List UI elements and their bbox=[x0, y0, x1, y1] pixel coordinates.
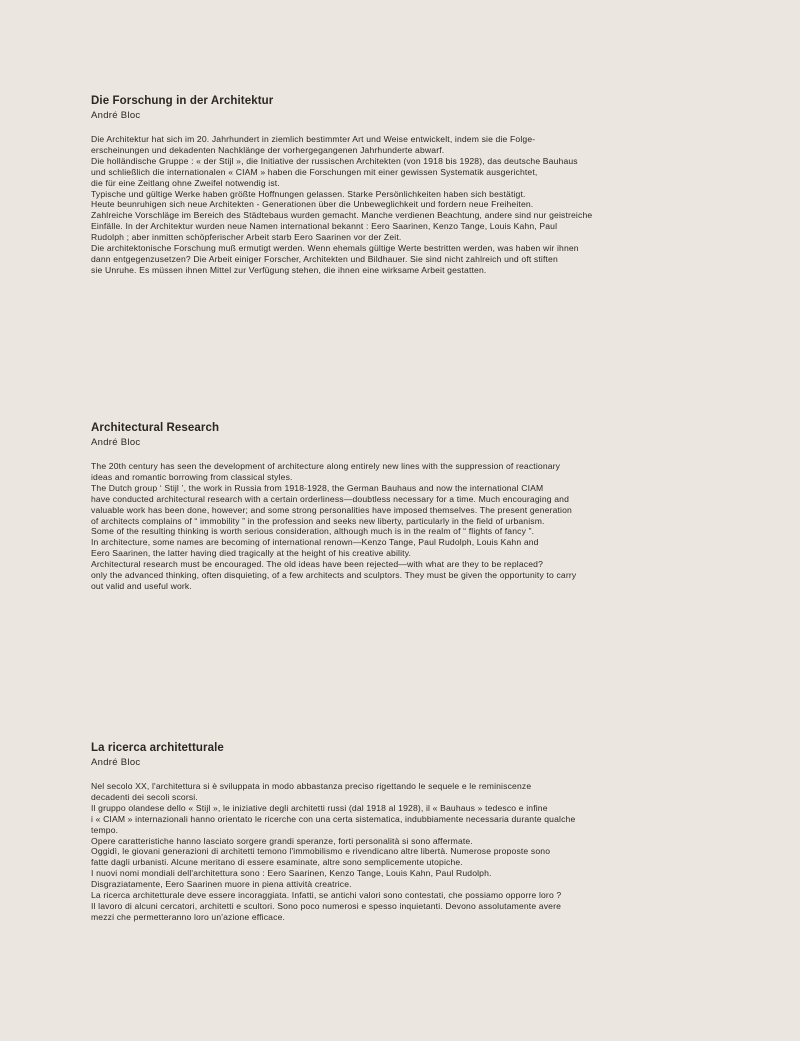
body-line: Il gruppo olandese dello « Stijl », le iniziative degli architetti russi (dal 1918 al 1928), il « Bauhaus » tedesco e infine bbox=[91, 802, 548, 813]
body-line: Heute beunruhigen sich neue Architekten - Generationen über die Unbeweglichkeit und fordern neue Freiheiten. bbox=[91, 199, 534, 210]
body-line: Rudolph ; aber inmitten schöpferischer Arbeit starb Eero Saarinen vor der Zeit. bbox=[91, 232, 402, 243]
section-body bbox=[91, 461, 731, 592]
body-line: Die holländische Gruppe : « der Stijl », die Initiative der russischen Architekten (von 1918 bis 1928), das deutsche Bauhaus bbox=[91, 155, 578, 166]
body-line: mezzi che permetteranno loro un'azione efficace. bbox=[91, 911, 286, 922]
section-italian bbox=[91, 741, 731, 923]
body-line: Il lavoro di alcuni cercatori, architetti e scultori. Sono poco numerosi e spesso inquietanti. Devono assolutamente avere bbox=[91, 900, 562, 911]
body-line: Opere caratteristiche hanno lasciato sorgere grandi speranze, forti personalità si sono affermate. bbox=[91, 835, 473, 846]
section-body bbox=[91, 781, 731, 923]
body-line: die für eine Zeitlang ohne Zweifel notwendig ist. bbox=[91, 177, 280, 188]
body-line: dann entgegenzusetzen? Die Arbeit einiger Forscher, Architekten und Bildhauer. Sie sind nicht zahlreich und oft stiften bbox=[91, 253, 558, 264]
body-line: decadenti dei secoli scorsi. bbox=[91, 791, 198, 802]
body-line: Einfälle. In der Architektur wurden neue Namen international bekannt : Eero Saarinen, Kenzo Tange, Louis Kahn, Paul bbox=[91, 221, 558, 232]
body-line: In architecture, some names are becoming of international renown—Kenzo Tange, Paul Rudolph, Louis Kahn and bbox=[91, 537, 539, 548]
body-line: only the advanced thinking, often disquieting, of a few architects and sculptors. They must be given the opportunity to carry bbox=[91, 570, 577, 581]
body-line: of architects complains of “ immobility ” in the profession and seeks new liberty, particularly in the field of urbanism. bbox=[91, 515, 545, 526]
body-line: The 20th century has seen the development of architecture along entirely new lines with the suppression of reactionary bbox=[91, 461, 561, 471]
section-title: Die Forschung in der Architektur bbox=[91, 95, 274, 107]
body-line: und schließlich die internationalen « CIAM » haben die Forschungen mit einer gewissen Systematik ausgerichtet, bbox=[91, 166, 538, 177]
body-line: Die architektonische Forschung muß ermutigt werden. Wenn ehemals gültige Werte bestritten werden, was haben wir ihnen bbox=[91, 243, 579, 254]
body-line: sie Unruhe. Es müssen ihnen Mittel zur Verfügung stehen, die ihnen eine wirksame Arbeit gestatten. bbox=[91, 264, 487, 275]
body-line: Die Architektur hat sich im 20. Jahrhundert in ziemlich bestimmter Art und Weise entwickelt, indem sie die Folge- bbox=[91, 134, 536, 144]
body-line: Some of the resulting thinking is worth serious consideration, although much is in the realm of “ flights of fancy ”. bbox=[91, 526, 535, 537]
section-author: André Bloc bbox=[91, 110, 141, 121]
body-line: Nel secolo XX, l'architettura si è sviluppata in modo abbastanza preciso rigettando le sequele e le reminiscenze bbox=[91, 781, 532, 791]
section-author: André Bloc bbox=[91, 437, 141, 448]
body-line: Oggidì, le giovani generazioni di architetti temono l'immobilismo e rivendicano altre libertà. Numerose proposte sono bbox=[91, 846, 551, 857]
body-line: i « CIAM » internazionali hanno orientato le ricerche con una certa sistematica, indubbiamente necessaria durante qualche bbox=[91, 813, 576, 824]
body-line: Zahlreiche Vorschläge im Bereich des Städtebaus wurden gemacht. Manche verdienen Beachtung, andere sind nur geistreiche bbox=[91, 210, 593, 221]
body-line: Eero Saarinen, the latter having died tragically at the height of his creative ability. bbox=[91, 548, 412, 559]
body-line: out valid and useful work. bbox=[91, 580, 192, 591]
body-line: Disgraziatamente, Eero Saarinen muore in piena attività creatrice. bbox=[91, 879, 352, 890]
body-line: valuable work has been done, however; and some strong personalities have imposed themselves. The present generation bbox=[91, 504, 572, 515]
section-author: André Bloc bbox=[91, 757, 141, 768]
body-line: erscheinungen und dekadenten Nachklänge der vorhergegangenen Jahrhunderte abwarf. bbox=[91, 144, 445, 155]
section-title: La ricerca architetturale bbox=[91, 742, 224, 754]
body-line: Architectural research must be encouraged. The old ideas have been rejected—with what are they to be replaced? bbox=[91, 559, 544, 570]
body-line: Typische und gültige Werke haben größte Hoffnungen gelassen. Starke Persönlichkeiten haben sich bestätigt. bbox=[91, 188, 526, 199]
body-line: ideas and romantic borrowing from classical styles. bbox=[91, 471, 293, 482]
body-line: La ricerca architetturale deve essere incoraggiata. Infatti, se antichi valori sono contestati, che possiamo opporre loro ? bbox=[91, 890, 562, 901]
body-line: fatte dagli urbanisti. Alcune meritano di essere esaminate, altre sono semplicemente utopiche. bbox=[91, 857, 463, 868]
body-line: The Dutch group ‘ Stijl ’, the work in Russia from 1918-1928, the German Bauhaus and now the international CIAM bbox=[91, 482, 544, 493]
body-line: I nuovi nomi mondiali dell'architettura sono : Eero Saarinen, Kenzo Tange, Louis Kahn, Paul Rudolph. bbox=[91, 868, 492, 879]
section-german bbox=[91, 94, 731, 276]
body-line: tempo. bbox=[91, 824, 119, 835]
section-body bbox=[91, 134, 731, 276]
section-english bbox=[91, 421, 731, 592]
body-line: have conducted architectural research with a certain orderliness—doubtless necessary for a time. Much encouraging and bbox=[91, 493, 570, 504]
section-title: Architectural Research bbox=[91, 422, 220, 434]
